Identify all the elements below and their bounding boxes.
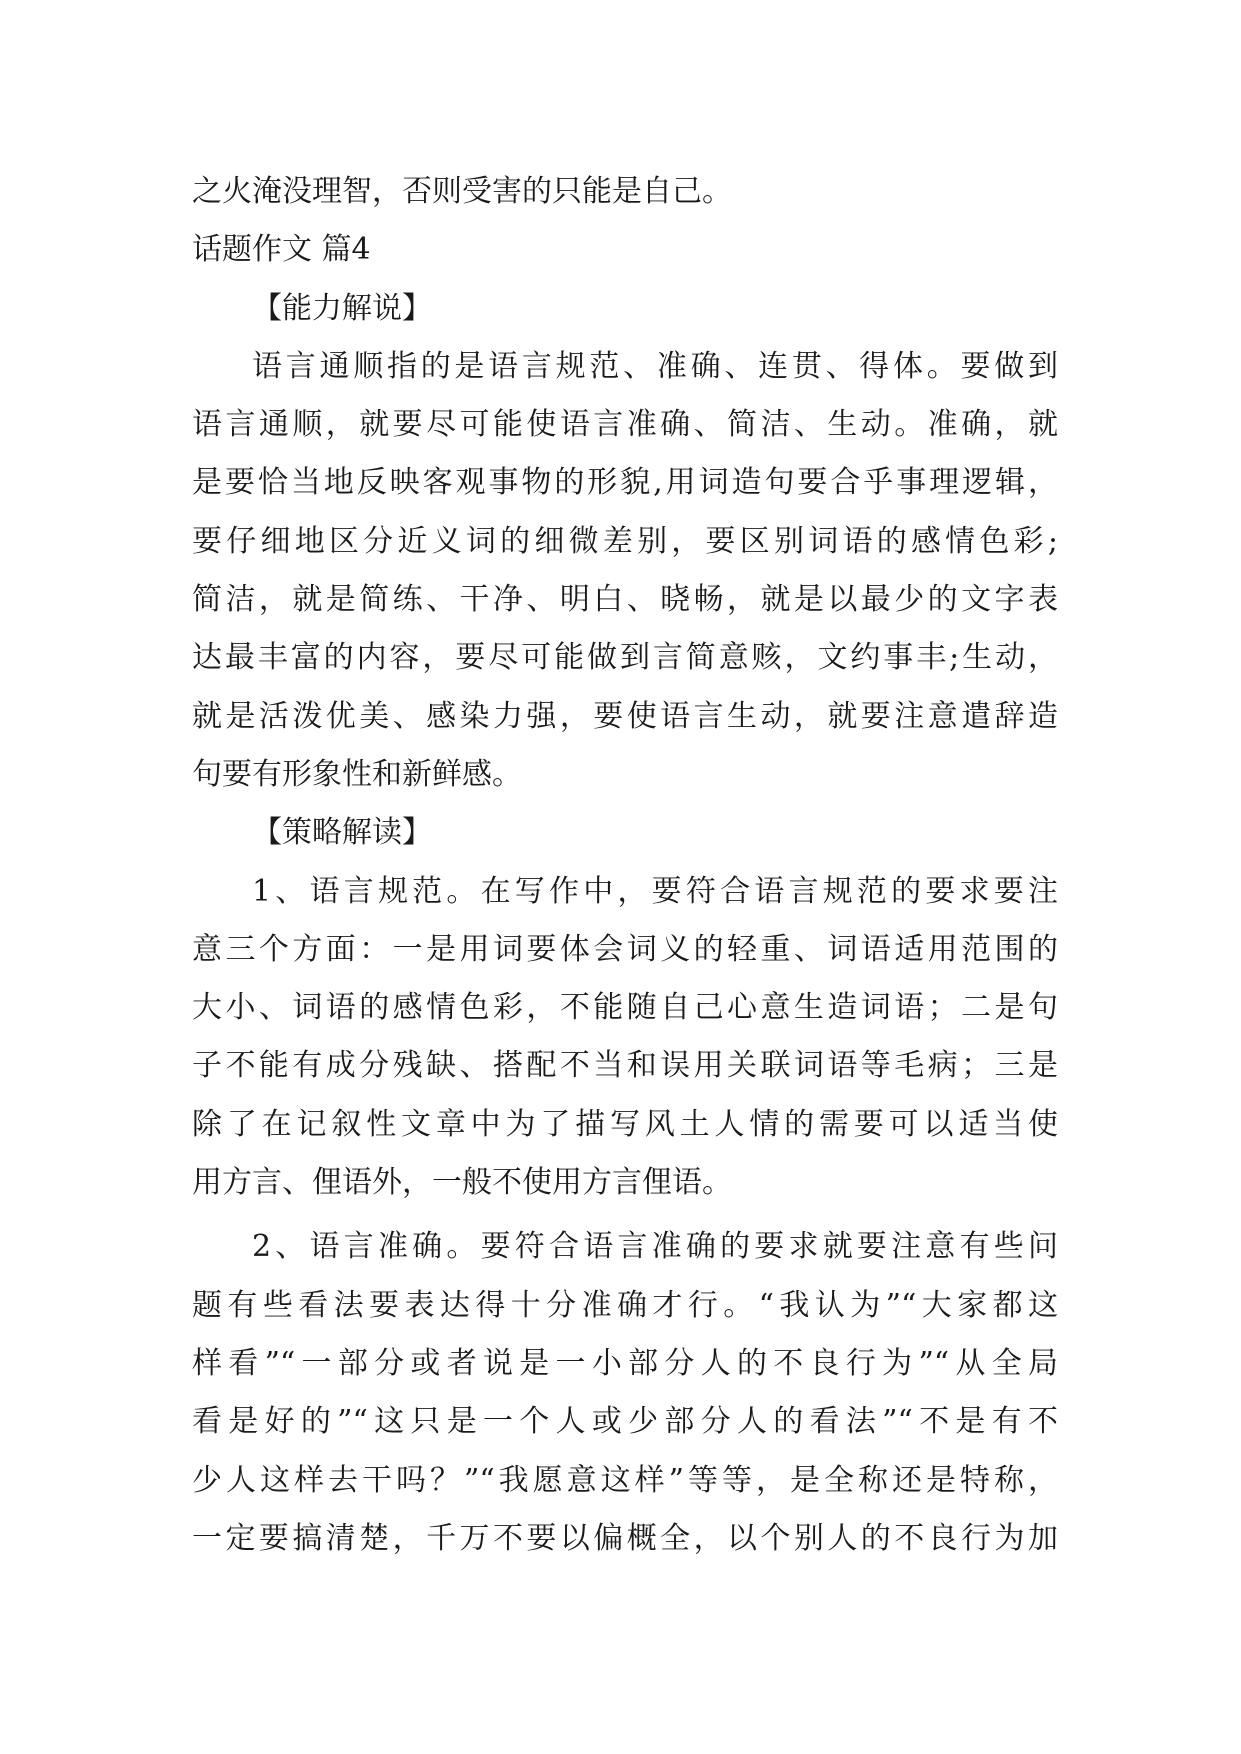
section-heading: 话题作文 篇4 <box>192 232 371 268</box>
text-line: 之火淹没理智，否则受害的只能是自己。 <box>192 174 732 209</box>
text-line: 除了在记叙性文章中为了描写风土人情的需要可以适当使 <box>192 1106 1058 1142</box>
text-line: 1、语言规范。在写作中，要符合语言规范的要求要注 <box>252 873 1058 909</box>
text-line: 样看”“一部分或者说是一小部分人的不良行为”“从全局 <box>192 1345 1058 1381</box>
text-line: 一定要搞清楚，千万不要以偏概全，以个别人的不良行为加 <box>192 1520 1058 1556</box>
text-line: 语言通顺，就要尽可能使语言准确、简洁、生动。准确，就 <box>192 407 1058 443</box>
text-line: 是要恰当地反映客观事物的形貌,用词造句要合乎事理逻辑， <box>192 465 1058 501</box>
text-line: 达最丰富的内容，要尽可能做到言简意赅，文约事丰;生动， <box>192 640 1058 676</box>
text-line: 用方言、俚语外，一般不使用方言俚语。 <box>192 1165 732 1201</box>
text-line: 句要有形象性和新鲜感。 <box>192 756 522 792</box>
text-line: 大小、词语的感情色彩，不能随自己心意生造词语；二是句 <box>192 990 1058 1026</box>
subheading-strategy: 【策略解读】 <box>252 815 432 851</box>
text-line: 看是好的”“这只是一个人或少部分人的看法”“不是有不 <box>192 1404 1058 1440</box>
text-line: 意三个方面：一是用词要体会词义的轻重、词语适用范围的 <box>192 931 1058 967</box>
text-line: 要仔细地区分近义词的细微差别，要区别词语的感情色彩; <box>192 523 1058 559</box>
text-line: 简洁，就是简练、干净、明白、晓畅，就是以最少的文字表 <box>192 582 1058 618</box>
text-line: 2、语言准确。要符合语言准确的要求就要注意有些问 <box>252 1229 1058 1265</box>
subheading-ability: 【能力解说】 <box>252 290 432 326</box>
text-line: 语言通顺指的是语言规范、准确、连贯、得体。要做到 <box>252 348 1058 384</box>
document-body <box>192 163 1058 1568</box>
text-line: 少人这样去干吗？”“我愿意这样”等等，是全称还是特称， <box>192 1462 1058 1498</box>
text-line: 题有些看法要表达得十分准确才行。“我认为”“大家都这 <box>192 1287 1058 1323</box>
text-line: 子不能有成分残缺、搭配不当和误用关联词语等毛病；三是 <box>192 1048 1058 1084</box>
text-line: 就是活泼优美、感染力强，要使语言生动，就要注意遣辞造 <box>192 698 1058 734</box>
